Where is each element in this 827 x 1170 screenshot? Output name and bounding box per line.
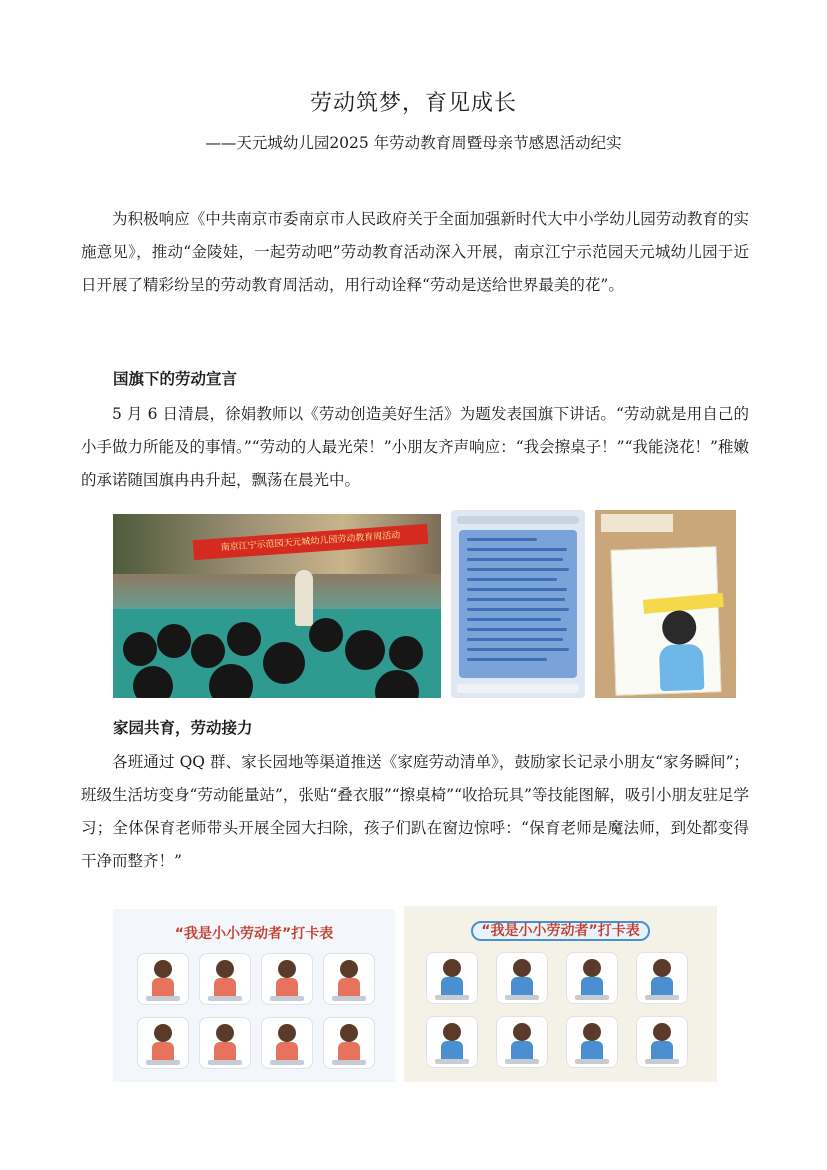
section2-text: 各班通过 QQ 群、家长园地等渠道推送《家庭劳动清单》，鼓励家长记录小朋友“家务瞬间”；班级生活坊变身“劳动能量站”，张贴“叠衣服”“擦桌椅”“收拾玩具”等技能图解，吸引小朋友驻足学习；全体保育老师带头开展全园大扫除，孩子们趴在窗边惊呼：“保育老师是魔法师，到处都变得干净而整齐！” <box>81 753 749 870</box>
child-head <box>309 618 343 652</box>
child-head <box>389 636 423 670</box>
chat-action-buttons <box>457 684 579 693</box>
checkin-chart-photo-2 <box>404 906 717 1082</box>
child-head <box>345 630 385 670</box>
ceremony-photo <box>113 514 441 698</box>
girl-illustration-head <box>662 610 697 645</box>
board-label <box>601 514 673 532</box>
intro-text: 为积极响应《中共南京市委南京市人民政府关于全面加强新时代大中小学幼儿园劳动教育的实施意见》，推动“金陵娃，一起劳动吧”劳动教育活动深入开展，南京江宁示范园天元城幼儿园于近日开展了精彩纷呈的劳动教育周活动，用行动诠释“劳动是送给世界最美的花”。 <box>81 210 749 294</box>
child-head <box>263 642 305 684</box>
chore-cell <box>261 1017 313 1069</box>
text-line <box>467 588 567 591</box>
chore-cell <box>323 1017 375 1069</box>
text-line <box>467 638 563 641</box>
text-line <box>467 538 537 541</box>
chore-cell <box>496 952 548 1004</box>
chore-cell <box>636 1016 688 1068</box>
child-head <box>157 624 191 658</box>
checkin-chart-photo-1 <box>113 909 395 1082</box>
chore-cell <box>323 953 375 1005</box>
page-title: 劳动筑梦，育见成长 <box>309 91 517 116</box>
home-school-board-photo <box>595 510 736 698</box>
child-head <box>123 632 157 666</box>
chart-title: “我是小小劳动者”打卡表 <box>174 926 334 942</box>
text-line <box>467 618 561 621</box>
text-line <box>467 598 565 601</box>
chat-header-bar <box>457 516 579 524</box>
section-paragraph-home-school <box>81 746 749 878</box>
teacher-figure <box>295 570 313 626</box>
text-line <box>467 568 569 571</box>
section-heading-flag-speech: 国旗下的劳动宣言 <box>113 370 238 388</box>
chore-cell <box>137 953 189 1005</box>
text-line <box>467 648 569 651</box>
chart-title-text: “我是小小劳动者”打卡表 <box>471 921 649 941</box>
chore-cell <box>496 1016 548 1068</box>
text-line <box>467 558 563 561</box>
section1-text: 5 月 6 日清晨，徐娟教师以《劳动创造美好生活》为题发表国旗下讲话。“劳动就是用自己的小手做力所能及的事情。”“劳动的人最光荣！”小朋友齐声响应：“我会擦桌子！”“我能浇花！”稚嫩的承诺随国旗冉冉升起，飘荡在晨光中。 <box>81 405 749 489</box>
text-line <box>467 578 557 581</box>
chore-cell <box>137 1017 189 1069</box>
intro-paragraph <box>81 203 749 302</box>
banner-text: 南京江宁示范园天元城幼儿园劳动教育周活动 <box>220 530 401 554</box>
chore-cell <box>199 1017 251 1069</box>
chore-cell <box>199 953 251 1005</box>
girl-illustration-body <box>659 644 705 692</box>
page-subtitle: ——天元城幼儿园2025 年劳动教育周暨母亲节感恩活动纪实 <box>205 134 622 152</box>
child-head <box>191 634 225 668</box>
chat-screenshot-photo <box>451 510 585 698</box>
section-heading-home-school: 家园共育，劳动接力 <box>113 719 253 737</box>
chore-cell <box>566 1016 618 1068</box>
text-line <box>467 628 567 631</box>
child-head <box>227 622 261 656</box>
chore-cell <box>426 1016 478 1068</box>
text-line <box>467 548 567 551</box>
child-head <box>133 666 173 698</box>
chart-title <box>404 920 717 940</box>
chat-message-bubble <box>459 530 577 678</box>
chore-cell <box>636 952 688 1004</box>
section-paragraph-flag-speech <box>81 398 749 497</box>
chore-cell <box>566 952 618 1004</box>
labor-poster <box>610 546 721 696</box>
text-line <box>467 608 569 611</box>
chore-cell <box>261 953 313 1005</box>
text-line <box>467 658 547 661</box>
chore-cell <box>426 952 478 1004</box>
